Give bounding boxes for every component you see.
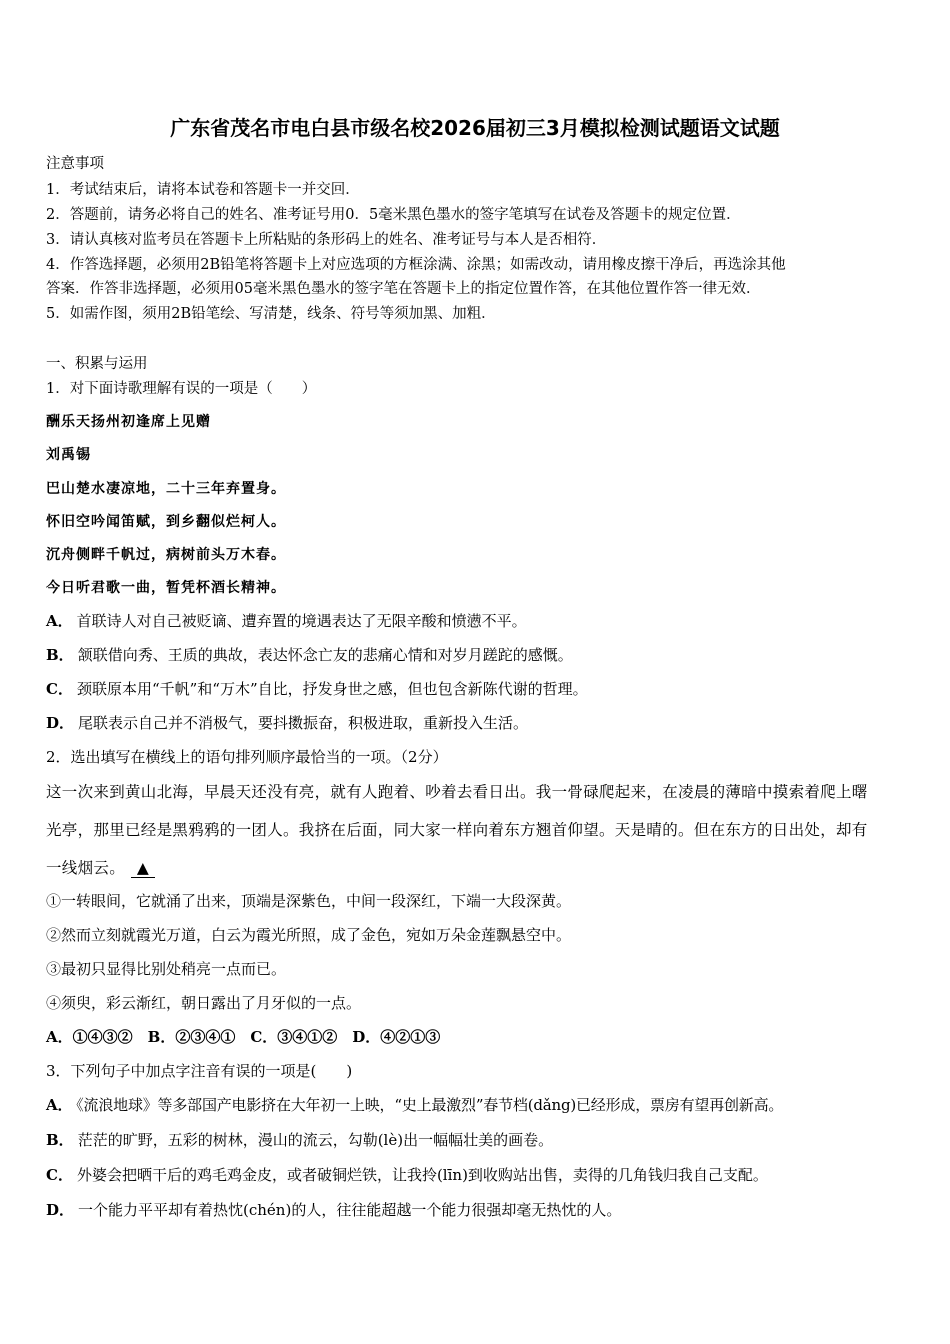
option-text: 一个能力平平却有着热忱(chén)的人，往往能超越一个能力很强却毫无热忱的人。 [78, 1201, 622, 1219]
notice-item: 答案．作答非选择题，必须用05毫米黑色墨水的签字笔在答题卡上的指定位置作答，在其他位置作答一律无效． [46, 281, 761, 297]
q2-passage-line-last [46, 856, 155, 878]
notice-item: 3．请认真核对监考员在答题卡上所粘贴的条形码上的姓名、准考证号与本人是否相符． [46, 232, 607, 248]
option-label: A． [46, 1096, 73, 1114]
option-label: D． [46, 1201, 75, 1219]
poem-line: 巴山楚水凄凉地，二十三年弃置身。 [46, 481, 286, 497]
page-title: 广东省茂名市电白县市级名校2026届初三3月模拟检测试题语文试题 [170, 116, 780, 140]
option-text: 颈联原本用“千帆”和“万木”自比，抒发身世之感，但也包含新陈代谢的哲理。 [76, 680, 588, 698]
q2-options[interactable]: A．①④③② B．②③④① C．③④①② D．④②①③ [46, 1028, 441, 1046]
poem-title: 酬乐天扬州初逢席上见赠 [46, 414, 211, 430]
question-2-stem: 2．选出填写在横线上的语句排列顺序最恰当的一项。（2分） [46, 748, 448, 766]
answer-blank[interactable]: ▲ [131, 859, 155, 878]
option-text: 首联诗人对自己被贬谪、遭弃置的境遇表达了无限辛酸和愤懑不平。 [76, 612, 527, 630]
notice-item: 5．如需作图，须用2B铅笔绘、写清楚，线条、符号等须加黑、加粗． [46, 306, 496, 322]
question-1-stem: 1．对下面诗歌理解有误的一项是（ ） [46, 381, 317, 397]
q2-sentence: ③最初只显得比别处稍亮一点而已。 [46, 960, 287, 978]
q3-option-d[interactable] [46, 1199, 621, 1220]
notice-item: 1．考试结束后，请将本试卷和答题卡一并交回． [46, 182, 360, 198]
option-label: C． [46, 1166, 73, 1184]
q1-option-b[interactable] [46, 644, 573, 665]
option-text: 尾联表示自己并不消极气，要抖擞振奋，积极进取，重新投入生活。 [78, 714, 529, 732]
q3-option-a[interactable] [46, 1094, 783, 1115]
q1-option-c[interactable] [46, 678, 588, 699]
option-label: C． [46, 680, 73, 698]
poem-author: 刘禹锡 [46, 447, 91, 463]
poem-line: 怀旧空吟闻笛赋，到乡翻似烂柯人。 [46, 514, 286, 530]
question-3-stem: 3．下列句子中加点字注音有误的一项是( ) [46, 1062, 353, 1080]
option-label: A． [46, 612, 73, 630]
notice-item: 4．作答选择题，必须用2B铅笔将答题卡上对应选项的方框涂满、涂黑；如需改动，请用橡皮擦干净后，再选涂其他 [46, 257, 786, 273]
notice-heading: 注意事项 [46, 156, 104, 172]
option-text: 外婆会把晒干后的鸡毛鸡金皮，或者破铜烂铁，让我拎(līn)到收购站出售，卖得的几角钱归我自己支配。 [76, 1166, 768, 1184]
option-label: B． [46, 1131, 74, 1149]
notice-item: 2．答题前，请务必将自己的姓名、准考证号用0．5毫米黑色墨水的签字笔填写在试卷及答题卡的规定位置． [46, 207, 741, 223]
q2-sentence: ②然而立刻就霞光万道，白云为霞光所照，成了金色，宛如万朵金莲飘悬空中。 [46, 926, 572, 944]
poem-line: 今日听君歌一曲，暂凭杯酒长精神。 [46, 580, 286, 596]
option-text: 《流浪地球》等多部国产电影挤在大年初一上映，“史上最激烈”春节档(dǎng)已经形成，票房有望再创新高。 [76, 1096, 784, 1114]
q2-passage-text: 一线烟云。 [46, 859, 126, 877]
option-text: 茫茫的旷野，五彩的树林，漫山的流云，勾勒(lè)出一幅幅壮美的画卷。 [77, 1131, 554, 1149]
option-label: B． [46, 646, 74, 664]
option-label: D． [46, 714, 75, 732]
q2-passage-line: 这一次来到黄山北海，早晨天还没有亮，就有人跑着、吵着去看日出。我一骨碌爬起来，在凌晨的薄暗中摸索着爬上曙 [46, 783, 868, 801]
q2-sentence: ①一转眼间，它就涌了出来，顶端是深紫色，中间一段深红，下端一大段深黄。 [46, 892, 572, 910]
section-heading: 一、积累与运用 [46, 356, 148, 372]
q3-option-b[interactable] [46, 1129, 553, 1150]
q3-option-c[interactable] [46, 1164, 768, 1185]
q1-option-a[interactable] [46, 610, 527, 631]
q1-option-d[interactable] [46, 712, 528, 733]
poem-line: 沉舟侧畔千帆过，病树前头万木春。 [46, 547, 286, 563]
q2-sentence: ④须臾，彩云渐红，朝日露出了月牙似的一点。 [46, 994, 362, 1012]
q2-passage-line: 光亭，那里已经是黑鸦鸦的一团人。我挤在后面，同大家一样向着东方翘首仰望。天是晴的。但在东方的日出处，却有 [46, 821, 868, 839]
option-text: 颔联借向秀、王质的典故，表达怀念亡友的悲痛心情和对岁月蹉跎的感慨。 [77, 646, 573, 664]
